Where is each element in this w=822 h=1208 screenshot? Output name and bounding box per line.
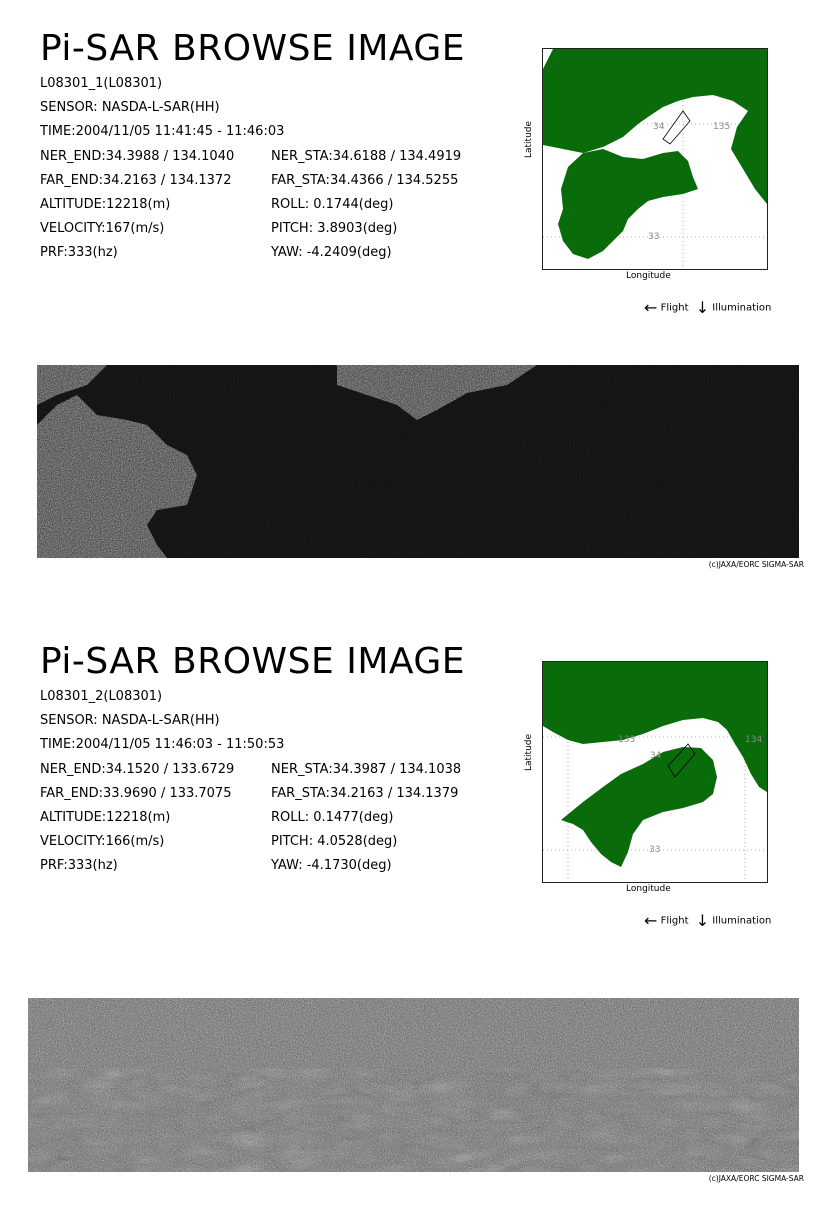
scene-id: L08301_2(L08301) (40, 689, 163, 704)
yaw-text: YAW: -4.2409(deg) (271, 245, 392, 260)
map-lat-label: 33 (649, 845, 661, 855)
far-end-text: FAR_END:33.9690 / 133.7075 (40, 786, 232, 801)
land-shikoku (558, 149, 698, 259)
roll-text: ROLL: 0.1477(deg) (271, 810, 394, 825)
ner-sta-text: NER_STA:34.6188 / 134.4919 (271, 149, 462, 164)
ner-sta-text: NER_STA:34.3987 / 134.1038 (271, 762, 462, 777)
map-lon-label: 134 (745, 735, 763, 745)
time-text: TIME:2004/11/05 11:41:45 - 11:46:03 (40, 124, 285, 139)
longitude-axis-label: Longitude (626, 884, 671, 894)
browse-panel-2 (0, 613, 822, 1208)
left-arrow-icon: ← (644, 911, 658, 930)
flight-label: Flight (660, 302, 689, 314)
map-lat-label: 34 (650, 751, 662, 761)
scene-id: L08301_1(L08301) (40, 76, 163, 91)
sar-image (37, 365, 799, 558)
prf-text: PRF:333(hz) (40, 858, 118, 873)
location-map (542, 48, 768, 270)
prf-text: PRF:333(hz) (40, 245, 118, 260)
legend (644, 298, 771, 317)
flight-label: Flight (660, 915, 689, 927)
credit-text: (c)JAXA/EORC SIGMA-SAR (708, 1174, 804, 1183)
map-lat-label: 33 (648, 232, 660, 242)
longitude-axis-label: Longitude (626, 271, 671, 281)
ner-end-text: NER_END:34.1520 / 133.6729 (40, 762, 235, 777)
time-text: TIME:2004/11/05 11:46:03 - 11:50:53 (40, 737, 285, 752)
left-arrow-icon: ← (644, 298, 658, 317)
page-title: Pi-SAR BROWSE IMAGE (40, 641, 466, 682)
down-arrow-icon: ↓ (695, 911, 710, 930)
altitude-text: ALTITUDE:12218(m) (40, 197, 171, 212)
land-shikoku (561, 747, 717, 867)
far-sta-text: FAR_STA:34.2163 / 134.1379 (271, 786, 459, 801)
roll-text: ROLL: 0.1744(deg) (271, 197, 394, 212)
browse-panel-1 (0, 0, 822, 595)
pitch-text: PITCH: 3.8903(deg) (271, 221, 398, 236)
legend (644, 911, 771, 930)
far-end-text: FAR_END:34.2163 / 134.1372 (40, 173, 232, 188)
flight-swath (663, 111, 690, 144)
map-lon-label: 133 (618, 735, 636, 745)
velocity-text: VELOCITY:167(m/s) (40, 221, 165, 236)
illumination-label: Illumination (712, 302, 772, 314)
credit-text: (c)JAXA/EORC SIGMA-SAR (708, 560, 804, 569)
velocity-text: VELOCITY:166(m/s) (40, 834, 165, 849)
down-arrow-icon: ↓ (695, 298, 710, 317)
sensor-text: SENSOR: NASDA-L-SAR(HH) (40, 100, 220, 115)
ner-end-text: NER_END:34.3988 / 134.1040 (40, 149, 235, 164)
location-map (542, 661, 768, 883)
illumination-label: Illumination (712, 915, 772, 927)
sensor-text: SENSOR: NASDA-L-SAR(HH) (40, 713, 220, 728)
page-title: Pi-SAR BROWSE IMAGE (40, 28, 466, 69)
yaw-text: YAW: -4.1730(deg) (271, 858, 392, 873)
map-lat-label: 34 (653, 122, 665, 132)
map-lon-label: 135 (713, 122, 731, 132)
far-sta-text: FAR_STA:34.4366 / 134.5255 (271, 173, 459, 188)
pitch-text: PITCH: 4.0528(deg) (271, 834, 398, 849)
altitude-text: ALTITUDE:12218(m) (40, 810, 171, 825)
latitude-axis-label: Latitude (524, 120, 534, 158)
sar-image (28, 998, 799, 1172)
latitude-axis-label: Latitude (524, 733, 534, 771)
